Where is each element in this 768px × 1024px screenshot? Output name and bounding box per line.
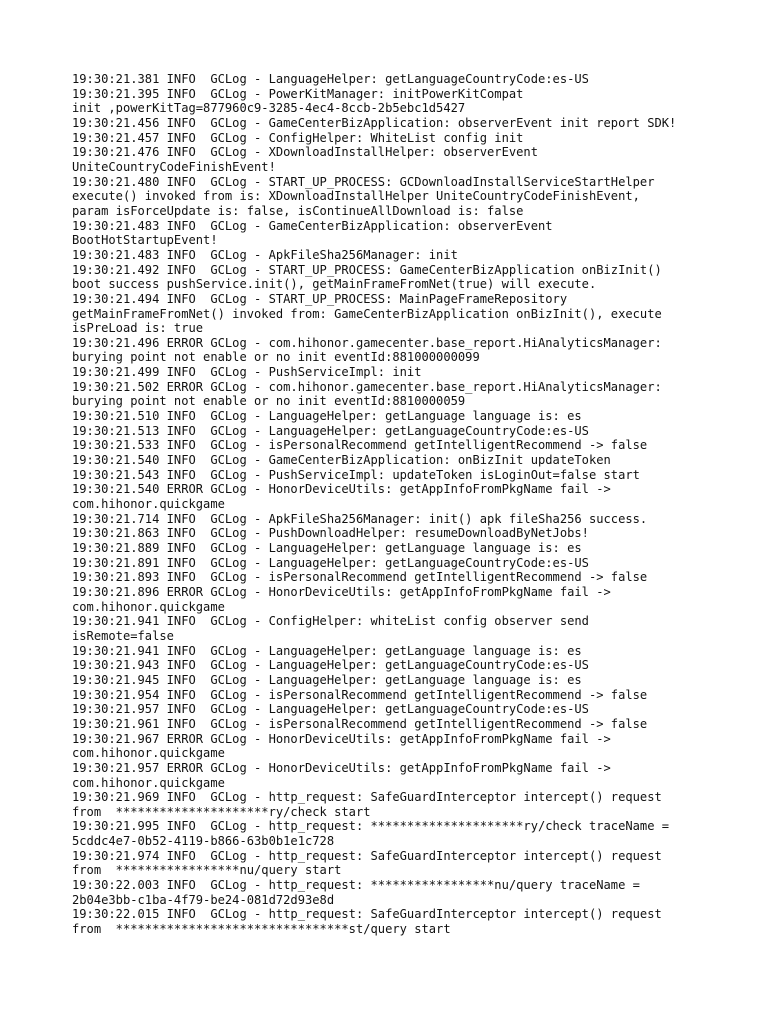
log-line: getMainFrameFromNet() invoked from: GameCenterBizApplication onBizInit(), execute xyxy=(72,306,662,321)
log-line: param isForceUpdate is: false, isContinueAllDownload is: false xyxy=(72,203,524,218)
log-line: isPreLoad is: true xyxy=(72,321,204,336)
log-line: init ,powerKitTag=877960c9-3285-4ec4-8ccb-2b5ebc1d5427 xyxy=(72,101,466,116)
log-line: 19:30:21.943 INFO GCLog - LanguageHelper: getLanguageCountryCode:es-US xyxy=(72,658,589,673)
log-line: 19:30:21.941 INFO GCLog - LanguageHelper: getLanguage language is: es xyxy=(72,643,582,658)
log-line: 19:30:21.957 ERROR GCLog - HonorDeviceUtils: getAppInfoFromPkgName fail -> xyxy=(72,760,611,775)
log-line: com.hihonor.quickgame xyxy=(72,746,225,761)
log-line: com.hihonor.quickgame xyxy=(72,599,225,614)
log-line: 19:30:21.395 INFO GCLog - PowerKitManager: initPowerKitCompat xyxy=(72,86,524,101)
log-line: 19:30:21.863 INFO GCLog - PushDownloadHelper: resumeDownloadByNetJobs! xyxy=(72,526,589,541)
log-line: from *****************nu/query start xyxy=(72,863,342,878)
log-line: 19:30:21.945 INFO GCLog - LanguageHelper: getLanguage language is: es xyxy=(72,672,582,687)
log-line: 19:30:22.015 INFO GCLog - http_request: SafeGuardInterceptor intercept() request xyxy=(72,907,662,922)
log-line: 19:30:21.476 INFO GCLog - XDownloadInstallHelper: observerEvent xyxy=(72,145,538,160)
log-line: 19:30:21.967 ERROR GCLog - HonorDeviceUtils: getAppInfoFromPkgName fail -> xyxy=(72,731,611,746)
log-line: burying point not enable or no init eventId:8810000059 xyxy=(72,394,466,409)
log-line: com.hihonor.quickgame xyxy=(72,497,225,512)
log-line: 19:30:21.540 INFO GCLog - GameCenterBizApplication: onBizInit updateToken xyxy=(72,453,611,468)
log-line: com.hihonor.quickgame xyxy=(72,775,225,790)
log-line: isRemote=false xyxy=(72,628,174,643)
log-line: 19:30:21.533 INFO GCLog - isPersonalRecommend getIntelligentRecommend -> false xyxy=(72,438,648,453)
log-line: 19:30:21.893 INFO GCLog - isPersonalRecommend getIntelligentRecommend -> false xyxy=(72,570,648,585)
log-line: 19:30:22.003 INFO GCLog - http_request: *****************nu/query traceName = xyxy=(72,878,640,893)
log-line: 19:30:21.714 INFO GCLog - ApkFileSha256Manager: init() apk fileSha256 success. xyxy=(72,511,648,526)
log-line: 19:30:21.543 INFO GCLog - PushServiceImpl: updateToken isLoginOut=false start xyxy=(72,467,640,482)
log-line: 19:30:21.513 INFO GCLog - LanguageHelper: getLanguageCountryCode:es-US xyxy=(72,423,589,438)
log-line: 19:30:21.540 ERROR GCLog - HonorDeviceUtils: getAppInfoFromPkgName fail -> xyxy=(72,482,611,497)
log-line: 19:30:21.456 INFO GCLog - GameCenterBizApplication: observerEvent init report SDK! xyxy=(72,115,677,130)
log-line: 19:30:21.957 INFO GCLog - LanguageHelper: getLanguageCountryCode:es-US xyxy=(72,702,589,717)
log-line: 19:30:21.974 INFO GCLog - http_request: SafeGuardInterceptor intercept() request xyxy=(72,848,662,863)
log-line: 19:30:21.457 INFO GCLog - ConfigHelper: WhiteList config init xyxy=(72,130,524,145)
log-line: 2b04e3bb-c1ba-4f79-be24-081d72d93e8d xyxy=(72,892,335,907)
log-line: 19:30:21.381 INFO GCLog - LanguageHelper: getLanguageCountryCode:es-US xyxy=(72,72,589,86)
log-line: 19:30:21.492 INFO GCLog - START_UP_PROCESS: GameCenterBizApplication onBizInit() xyxy=(72,262,662,277)
log-line: 19:30:21.480 INFO GCLog - START_UP_PROCESS: GCDownloadInstallServiceStartHelper xyxy=(72,174,655,189)
log-line: 19:30:21.995 INFO GCLog - http_request: *********************ry/check traceName = xyxy=(72,819,670,834)
log-line: 19:30:21.889 INFO GCLog - LanguageHelper: getLanguage language is: es xyxy=(72,541,582,555)
log-line: UniteCountryCodeFinishEvent! xyxy=(72,159,276,174)
log-line: boot success pushService.init(), getMainFrameFromNet(true) will execute. xyxy=(72,277,597,292)
log-line: execute() invoked from is: XDownloadInstallHelper UniteCountryCodeFinishEvent, xyxy=(72,189,640,204)
log-line: BootHotStartupEvent! xyxy=(72,233,218,248)
log-line: 5cddc4e7-0b52-4119-b866-63b0b1e1c728 xyxy=(72,834,335,849)
log-line: 19:30:21.483 INFO GCLog - ApkFileSha256Manager: init xyxy=(72,247,458,262)
log-line: 19:30:21.496 ERROR GCLog - com.hihonor.gamecenter.base_report.HiAnalyticsManager: xyxy=(72,335,662,350)
log-line: 19:30:21.969 INFO GCLog - http_request: SafeGuardInterceptor intercept() request xyxy=(72,790,662,805)
log-text-block xyxy=(72,72,752,937)
log-line: 19:30:21.494 INFO GCLog - START_UP_PROCESS: MainPageFrameRepository xyxy=(72,291,568,306)
log-line: from *********************ry/check start xyxy=(72,804,371,819)
log-line: 19:30:21.510 INFO GCLog - LanguageHelper: getLanguage language is: es xyxy=(72,409,582,424)
log-line: 19:30:21.483 INFO GCLog - GameCenterBizApplication: observerEvent xyxy=(72,218,553,233)
log-line: 19:30:21.941 INFO GCLog - ConfigHelper: whiteList config observer send xyxy=(72,614,589,629)
log-line: 19:30:21.891 INFO GCLog - LanguageHelper: getLanguageCountryCode:es-US xyxy=(72,555,589,570)
log-line: 19:30:21.961 INFO GCLog - isPersonalRecommend getIntelligentRecommend -> false xyxy=(72,716,648,731)
log-line: 19:30:21.954 INFO GCLog - isPersonalRecommend getIntelligentRecommend -> false xyxy=(72,687,648,702)
log-line: from ********************************st/query start xyxy=(72,922,451,937)
log-line: 19:30:21.502 ERROR GCLog - com.hihonor.gamecenter.base_report.HiAnalyticsManager: xyxy=(72,379,662,394)
log-line: burying point not enable or no init eventId:881000000099 xyxy=(72,350,480,365)
log-line: 19:30:21.896 ERROR GCLog - HonorDeviceUtils: getAppInfoFromPkgName fail -> xyxy=(72,584,611,599)
log-line: 19:30:21.499 INFO GCLog - PushServiceImpl: init xyxy=(72,365,422,380)
